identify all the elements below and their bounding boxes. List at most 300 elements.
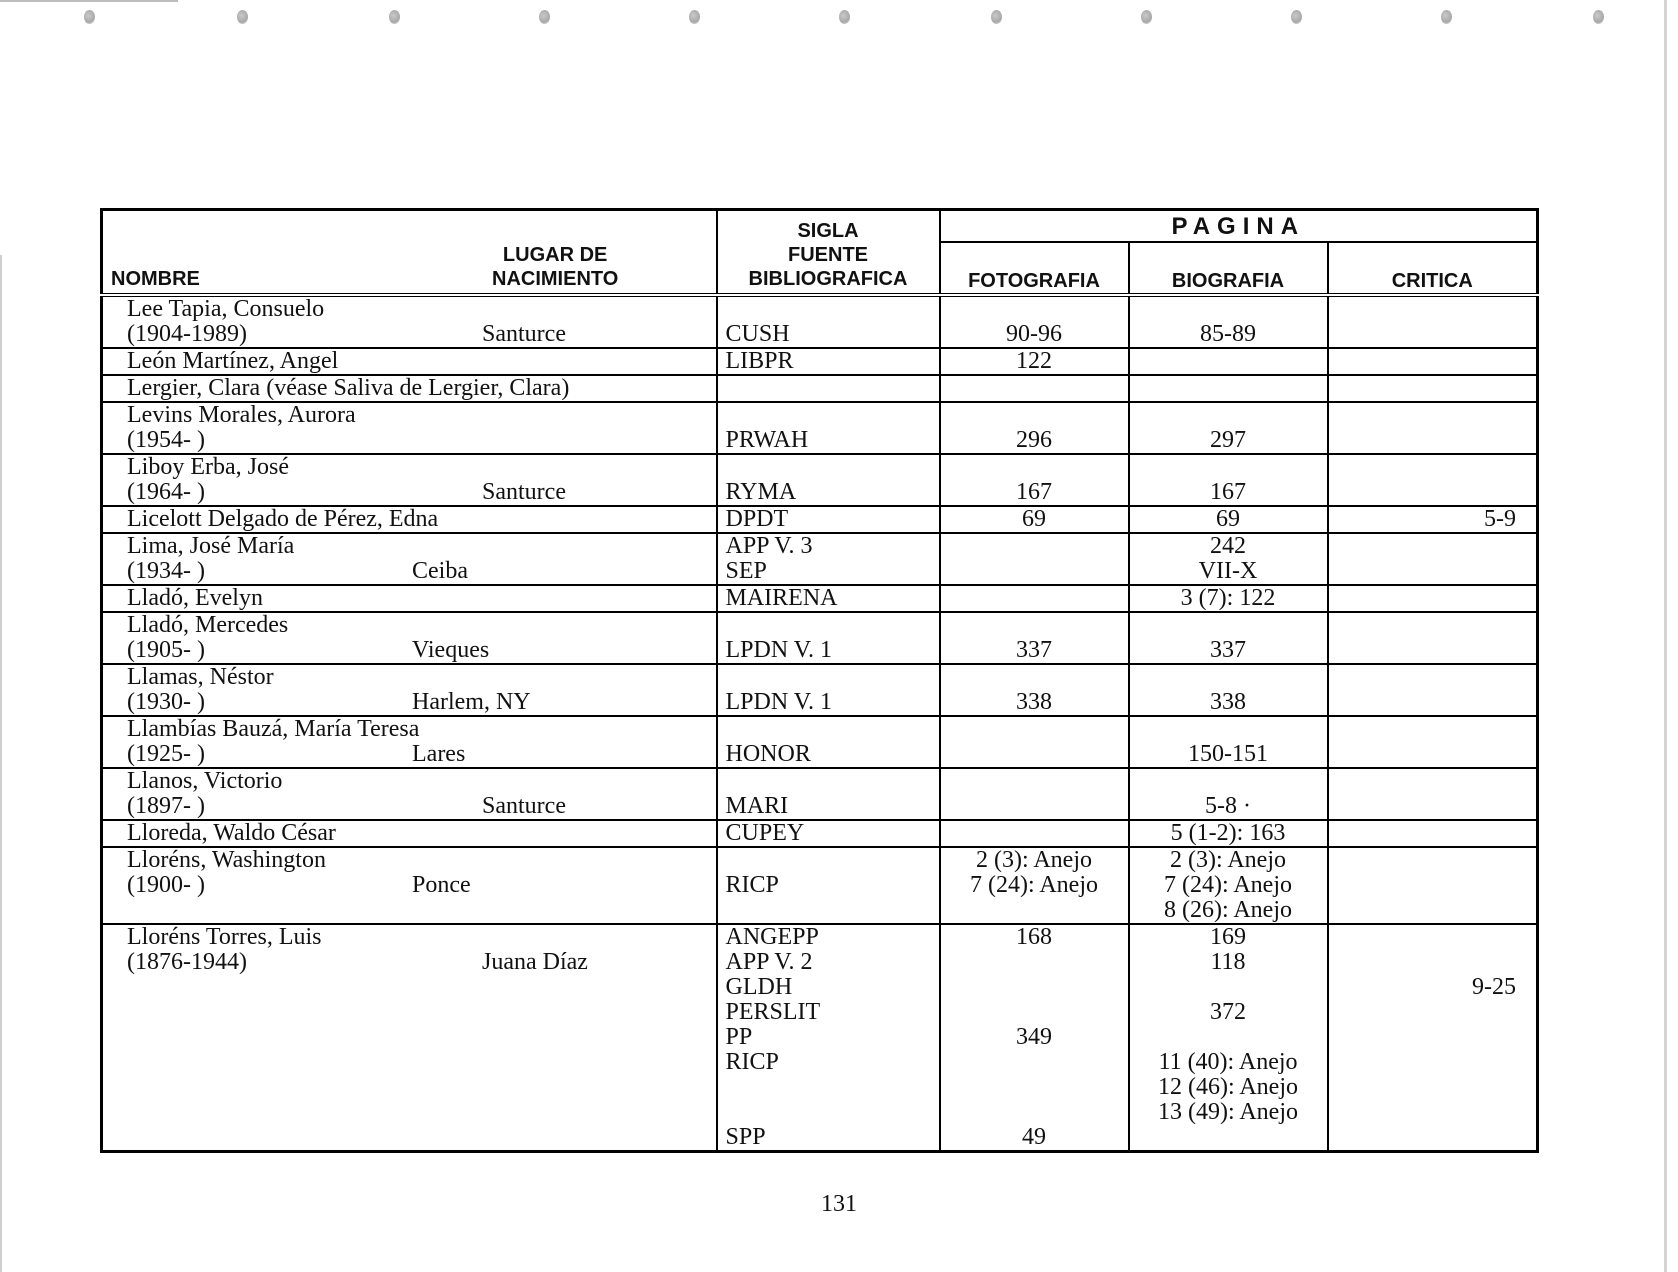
nombre-line: [127, 638, 716, 663]
header-fotografia: FOTOGRAFIA: [940, 242, 1129, 295]
nombre-text: (1930- ): [127, 689, 205, 715]
page-number: 131: [821, 1191, 857, 1217]
nombre-text: (1897- ): [127, 793, 205, 819]
sigla-line: DPDT: [725, 506, 789, 532]
fotografia-line: [941, 1075, 1128, 1100]
nombre-line: [127, 975, 716, 1000]
biografia-line: 3 (7): 122: [1180, 585, 1276, 611]
critica-line: [1329, 1125, 1517, 1150]
fotografia-line: [941, 376, 1128, 401]
biografia-line: 337: [1210, 637, 1246, 663]
nombre-text: (1954- ): [127, 427, 205, 453]
cell-fotografia: [940, 585, 1129, 612]
nombre-text: Lima, José María: [127, 533, 295, 559]
cell-nombre: [102, 716, 717, 768]
nombre-line: [127, 950, 716, 975]
cell-sigla: [717, 375, 940, 402]
nombre-text: Lee Tapia, Consuelo: [127, 296, 325, 322]
critica-line: [1329, 638, 1517, 663]
critica-line: [1329, 742, 1517, 767]
cell-critica: [1328, 664, 1538, 716]
nombre-line: [127, 925, 716, 950]
biografia-line: 167: [1210, 479, 1246, 505]
critica-line: [1329, 322, 1517, 347]
sigla-line: CUPEY: [725, 820, 805, 846]
biografia-line: 5-8 ·: [1205, 793, 1251, 819]
cell-critica: [1328, 295, 1538, 348]
binding-hole: [1593, 10, 1604, 24]
table-row: [102, 585, 1538, 612]
cell-biografia: [1129, 585, 1328, 612]
fotografia-line: 7 (24): Anejo: [970, 872, 1098, 898]
biografia-line: [1130, 613, 1327, 638]
sigla-line: MARI: [725, 793, 789, 819]
binding-hole: [539, 10, 550, 24]
nombre-line: [127, 376, 716, 401]
biografia-line: 85-89: [1200, 321, 1256, 347]
fotografia-line: [941, 1100, 1128, 1125]
nombre-line: [127, 769, 716, 794]
sigla-line: ANGEPP: [725, 924, 819, 950]
critica-line: [1329, 349, 1517, 374]
nombre-text: Lergier, Clara (véase Saliva de Lergier, Clara): [127, 375, 570, 401]
cell-biografia: [1129, 533, 1328, 585]
left-edge-rule: [0, 255, 2, 1272]
nombre-line: [127, 848, 716, 873]
biografia-line: [1130, 975, 1327, 1000]
cell-critica: [1328, 506, 1538, 533]
critica-line: [1329, 297, 1517, 322]
cell-fotografia: [940, 820, 1129, 847]
header-lugar-line1: LUGAR DE: [502, 244, 608, 266]
biografia-line: 338: [1210, 689, 1246, 715]
nombre-line: [127, 322, 716, 347]
nombre-text: (1905- ): [127, 637, 205, 663]
sigla-line: [726, 1100, 939, 1125]
critica-line: [1329, 769, 1517, 794]
biografia-line: 11 (40): Anejo: [1158, 1049, 1298, 1075]
biografia-line: 8 (26): Anejo: [1164, 897, 1292, 923]
nombre-line: [127, 1050, 716, 1075]
table-body: [102, 295, 1538, 1152]
biografia-line: 118: [1210, 949, 1246, 975]
sigla-line: [726, 376, 939, 401]
fotografia-line: 69: [1022, 506, 1046, 532]
cell-critica: [1328, 768, 1538, 820]
cell-fotografia: [940, 847, 1129, 924]
fotografia-line: [941, 794, 1128, 819]
biografia-line: VII-X: [1198, 558, 1258, 584]
cell-sigla: [717, 768, 940, 820]
lugar-nacimiento: Ponce: [412, 872, 471, 898]
cell-nombre: [102, 402, 717, 454]
binding-hole: [689, 10, 700, 24]
binding-hole: [839, 10, 850, 24]
header-lugar-line2: NACIMIENTO: [492, 268, 619, 290]
cell-nombre: [102, 612, 717, 664]
critica-line: [1329, 925, 1517, 950]
biografia-line: 69: [1216, 506, 1240, 532]
cell-biografia: [1129, 847, 1328, 924]
biografia-line: [1130, 769, 1327, 794]
nombre-line: [127, 1000, 716, 1025]
critica-line: 5-9: [1484, 506, 1517, 532]
fotografia-line: 296: [1016, 427, 1052, 453]
nombre-line: [127, 534, 716, 559]
cell-critica: [1328, 612, 1538, 664]
cell-fotografia: [940, 924, 1129, 1152]
cell-sigla: [717, 820, 940, 847]
critica-line: [1329, 534, 1517, 559]
cell-nombre: [102, 295, 717, 348]
table-row: [102, 454, 1538, 506]
fotografia-line: 49: [1022, 1124, 1046, 1150]
table-row: [102, 375, 1538, 402]
nombre-text: Llambías Bauzá, María Teresa: [127, 716, 420, 742]
critica-line: [1329, 1075, 1517, 1100]
header-lugar: [492, 243, 618, 291]
critica-line: [1329, 403, 1517, 428]
biografia-line: [1130, 665, 1327, 690]
table-row: [102, 924, 1538, 1152]
table-row: [102, 847, 1538, 924]
nombre-text: (1876-1944): [127, 949, 247, 975]
nombre-line: [127, 821, 716, 846]
cell-biografia: [1129, 506, 1328, 533]
binding-hole: [991, 10, 1002, 24]
header-critica: CRITICA: [1328, 242, 1538, 295]
sigla-line: HONOR: [725, 741, 811, 767]
cell-fotografia: [940, 402, 1129, 454]
nombre-text: Lladó, Evelyn: [127, 585, 263, 611]
cell-critica: [1328, 585, 1538, 612]
sigla-line: GLDH: [725, 974, 793, 1000]
cell-sigla: [717, 924, 940, 1152]
header-pagina: PAGINA: [940, 210, 1538, 243]
biografia-line: 372: [1210, 999, 1246, 1025]
cell-fotografia: [940, 664, 1129, 716]
table-row: [102, 820, 1538, 847]
cell-fotografia: [940, 375, 1129, 402]
table-header: [102, 210, 1538, 296]
cell-sigla: [717, 847, 940, 924]
nombre-text: (1904-1989): [127, 321, 247, 347]
cell-biografia: [1129, 454, 1328, 506]
critica-line: [1329, 1050, 1517, 1075]
cell-sigla: [717, 585, 940, 612]
cell-fotografia: [940, 612, 1129, 664]
fotografia-line: [941, 1050, 1128, 1075]
binding-hole: [237, 10, 248, 24]
cell-biografia: [1129, 402, 1328, 454]
fotografia-line: [941, 559, 1128, 584]
fotografia-line: [941, 821, 1128, 846]
table-row: [102, 348, 1538, 375]
cell-biografia: [1129, 716, 1328, 768]
binding-holes: [0, 0, 1678, 40]
sigla-line: [726, 403, 939, 428]
biografia-line: 13 (49): Anejo: [1158, 1099, 1298, 1125]
table-row: [102, 506, 1538, 533]
sigla-line: LPDN V. 1: [725, 689, 832, 715]
critica-line: [1329, 717, 1517, 742]
fotografia-line: 349: [1016, 1024, 1052, 1050]
nombre-text: Lloréns, Washington: [127, 847, 326, 873]
header-sigla-line1: SIGLA: [797, 220, 859, 242]
cell-biografia: [1129, 664, 1328, 716]
header-sigla-line3: BIBLIOGRAFICA: [748, 268, 908, 290]
lugar-nacimiento: Vieques: [412, 637, 490, 663]
cell-critica: [1328, 847, 1538, 924]
bibliography-table: [100, 208, 1539, 1153]
cell-critica: [1328, 924, 1538, 1152]
binding-hole: [1291, 10, 1302, 24]
binding-hole: [1441, 10, 1452, 24]
cell-biografia: [1129, 768, 1328, 820]
biografia-line: [1130, 1125, 1327, 1150]
sigla-line: [726, 1075, 939, 1100]
cell-biografia: [1129, 612, 1328, 664]
cell-biografia: [1129, 820, 1328, 847]
lugar-nacimiento: Harlem, NY: [412, 689, 531, 715]
table-row: [102, 768, 1538, 820]
fotografia-line: 122: [1016, 348, 1052, 374]
fotografia-line: [941, 898, 1128, 923]
sigla-line: PRWAH: [725, 427, 809, 453]
critica-line: [1329, 455, 1517, 480]
biografia-line: 297: [1210, 427, 1246, 453]
nombre-line: [127, 403, 716, 428]
nombre-line: [127, 586, 716, 611]
cell-nombre: [102, 847, 717, 924]
biografia-line: 150-151: [1188, 741, 1268, 767]
cell-sigla: [717, 664, 940, 716]
sigla-line: SEP: [725, 558, 767, 584]
cell-critica: [1328, 348, 1538, 375]
fotografia-line: 167: [1016, 479, 1052, 505]
critica-line: [1329, 873, 1517, 898]
cell-critica: [1328, 716, 1538, 768]
cell-sigla: [717, 716, 940, 768]
binding-hole: [1141, 10, 1152, 24]
fotografia-line: [941, 975, 1128, 1000]
fotografia-line: [941, 297, 1128, 322]
sigla-line: CUSH: [725, 321, 790, 347]
nombre-line: [127, 455, 716, 480]
nombre-line: [127, 1025, 716, 1050]
sigla-line: LPDN V. 1: [725, 637, 832, 663]
nombre-text: León Martínez, Angel: [127, 348, 339, 374]
sigla-line: PP: [725, 1024, 753, 1050]
nombre-line: [127, 507, 716, 532]
cell-nombre: [102, 924, 717, 1152]
fotografia-line: [941, 1000, 1128, 1025]
nombre-text: (1964- ): [127, 479, 205, 505]
fotografia-line: [941, 534, 1128, 559]
nombre-text: Levins Morales, Aurora: [127, 402, 356, 428]
nombre-text: Llamas, Néstor: [127, 664, 274, 690]
sigla-line: APP V. 2: [725, 949, 813, 975]
sigla-line: [726, 297, 939, 322]
cell-sigla: [717, 506, 940, 533]
cell-biografia: [1129, 295, 1328, 348]
fotografia-line: 90-96: [1006, 321, 1062, 347]
biografia-line: [1130, 717, 1327, 742]
lugar-nacimiento: Santurce: [482, 321, 566, 347]
nombre-text: (1934- ): [127, 558, 205, 584]
fotografia-line: [941, 586, 1128, 611]
sigla-line: APP V. 3: [725, 533, 813, 559]
lugar-nacimiento: Santurce: [482, 793, 566, 819]
cell-critica: [1328, 533, 1538, 585]
nombre-line: [127, 480, 716, 505]
nombre-line: [127, 898, 716, 923]
cell-biografia: [1129, 924, 1328, 1152]
critica-line: [1329, 821, 1517, 846]
cell-critica: [1328, 820, 1538, 847]
table-row: [102, 295, 1538, 348]
sigla-line: RYMA: [725, 479, 797, 505]
lugar-nacimiento: Santurce: [482, 479, 566, 505]
right-edge-rule: [1664, 0, 1667, 1272]
fotografia-line: [941, 665, 1128, 690]
nombre-text: (1925- ): [127, 741, 205, 767]
biografia-line: [1130, 403, 1327, 428]
fotografia-line: 337: [1016, 637, 1052, 663]
cell-sigla: [717, 612, 940, 664]
biografia-line: 169: [1210, 924, 1246, 950]
lugar-nacimiento: Juana Díaz: [482, 949, 588, 975]
critica-line: [1329, 559, 1517, 584]
biografia-line: [1130, 297, 1327, 322]
cell-fotografia: [940, 454, 1129, 506]
fotografia-line: [941, 613, 1128, 638]
critica-line: [1329, 586, 1517, 611]
header-nombre: NOMBRE: [111, 268, 200, 290]
cell-nombre: [102, 375, 717, 402]
sigla-line: [726, 898, 939, 923]
header-biografia: BIOGRAFIA: [1129, 242, 1328, 295]
cell-sigla: [717, 454, 940, 506]
biografia-line: [1130, 376, 1327, 401]
critica-line: [1329, 1100, 1517, 1125]
fotografia-line: [941, 950, 1128, 975]
table-row: [102, 716, 1538, 768]
nombre-text: Lloreda, Waldo César: [127, 820, 336, 846]
header-sigla-line2: FUENTE: [788, 244, 868, 266]
nombre-text: Liboy Erba, José: [127, 454, 289, 480]
biografia-line: [1130, 455, 1327, 480]
cell-biografia: [1129, 375, 1328, 402]
critica-line: [1329, 690, 1517, 715]
cell-nombre: [102, 533, 717, 585]
nombre-line: [127, 1125, 716, 1150]
cell-critica: [1328, 375, 1538, 402]
biografia-line: 7 (24): Anejo: [1164, 872, 1292, 898]
fotografia-line: [941, 455, 1128, 480]
critica-line: [1329, 950, 1517, 975]
sigla-line: [726, 717, 939, 742]
header-sigla: [717, 210, 940, 296]
sigla-line: [726, 455, 939, 480]
sigla-line: SPP: [725, 1124, 766, 1150]
nombre-line: [127, 613, 716, 638]
nombre-text: Licelott Delgado de Pérez, Edna: [127, 506, 439, 532]
biografia-line: [1130, 349, 1327, 374]
sigla-line: [726, 769, 939, 794]
binding-hole: [84, 10, 95, 24]
table-row: [102, 612, 1538, 664]
sigla-line: RICP: [725, 872, 779, 898]
nombre-line: [127, 742, 716, 767]
sigla-line: RICP: [725, 1049, 779, 1075]
cell-fotografia: [940, 506, 1129, 533]
cell-fotografia: [940, 533, 1129, 585]
cell-nombre: [102, 664, 717, 716]
nombre-line: [127, 794, 716, 819]
table-row: [102, 664, 1538, 716]
fotografia-line: [941, 717, 1128, 742]
binding-hole: [389, 10, 400, 24]
critica-line: [1329, 898, 1517, 923]
fotografia-line: 2 (3): Anejo: [976, 847, 1092, 873]
critica-line: [1329, 794, 1517, 819]
fotografia-line: [941, 742, 1128, 767]
cell-critica: [1328, 454, 1538, 506]
cell-sigla: [717, 533, 940, 585]
sigla-line: [726, 613, 939, 638]
biografia-line: 242: [1210, 533, 1246, 559]
cell-fotografia: [940, 295, 1129, 348]
fotografia-line: [941, 403, 1128, 428]
critica-line: 9-25: [1472, 974, 1517, 1000]
cell-nombre: [102, 454, 717, 506]
nombre-text: (1900- ): [127, 872, 205, 898]
nombre-line: [127, 665, 716, 690]
nombre-line: [127, 297, 716, 322]
table-row: [102, 533, 1538, 585]
nombre-text: Llanos, Victorio: [127, 768, 283, 794]
cell-nombre: [102, 820, 717, 847]
cell-nombre: [102, 585, 717, 612]
nombre-text: Lloréns Torres, Luis: [127, 924, 322, 950]
sigla-line: MAIRENA: [725, 585, 838, 611]
fotografia-line: 168: [1016, 924, 1052, 950]
cell-sigla: [717, 295, 940, 348]
header-nombre-lugar: [102, 210, 717, 296]
biografia-line: [1130, 1025, 1327, 1050]
cell-sigla: [717, 348, 940, 375]
cell-fotografia: [940, 348, 1129, 375]
cell-nombre: [102, 348, 717, 375]
nombre-line: [127, 559, 716, 584]
biografia-line: 12 (46): Anejo: [1158, 1074, 1298, 1100]
table-row: [102, 402, 1538, 454]
lugar-nacimiento: Lares: [412, 741, 466, 767]
nombre-line: [127, 349, 716, 374]
critica-line: [1329, 613, 1517, 638]
biografia-line: 5 (1-2): 163: [1170, 820, 1286, 846]
critica-line: [1329, 480, 1517, 505]
nombre-text: Lladó, Mercedes: [127, 612, 289, 638]
nombre-line: [127, 717, 716, 742]
nombre-line: [127, 1100, 716, 1125]
critica-line: [1329, 1000, 1517, 1025]
fotografia-line: 338: [1016, 689, 1052, 715]
cell-sigla: [717, 402, 940, 454]
critica-line: [1329, 428, 1517, 453]
cell-biografia: [1129, 348, 1328, 375]
